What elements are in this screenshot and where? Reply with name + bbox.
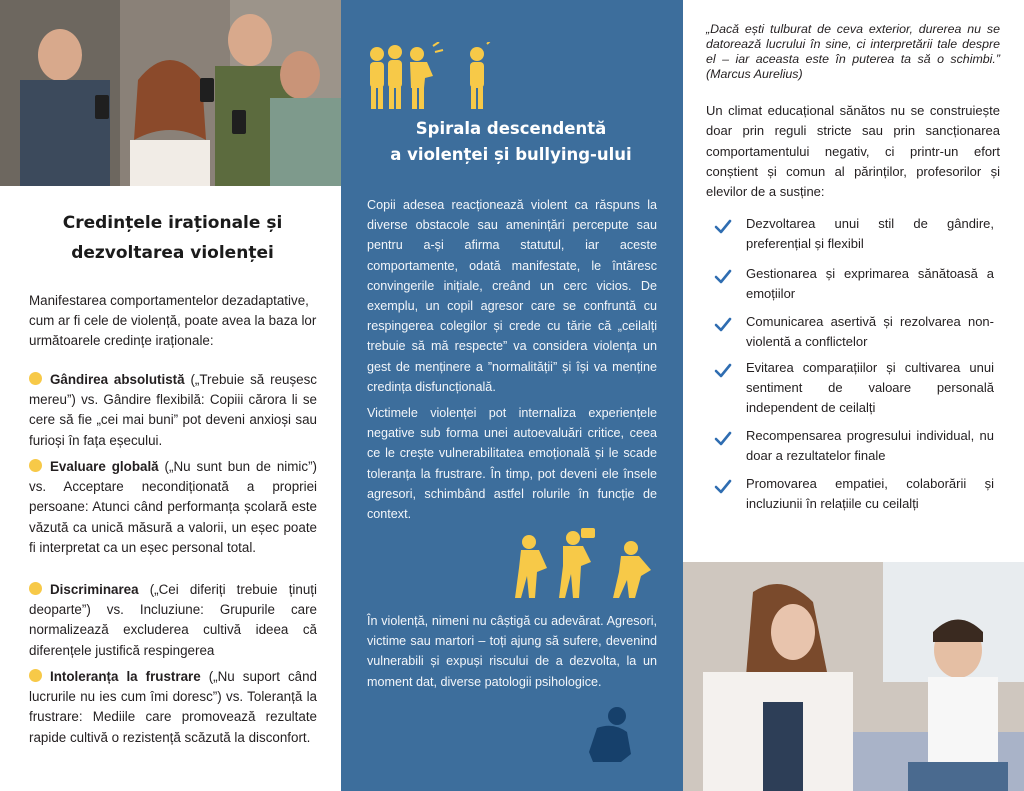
belief-text: („Trebuie să reușesc mereu”) vs. Gândire flexibilă: Copiii cărora li se cere să fie „cei mai buni” pot deveni anxioși sau furioși în fața eșecului. xyxy=(29,372,317,448)
sad-child-figure-icon xyxy=(583,704,643,764)
title-line: dezvoltarea violenței xyxy=(71,243,274,263)
title-line: Spirala descendentă xyxy=(415,119,607,138)
checkmark-icon xyxy=(714,362,732,380)
bullying-group-figures-icon xyxy=(367,42,507,112)
checkmark-icon xyxy=(714,478,732,496)
list-item-text: Comunicarea asertivă și rezolvarea non-violentă a conflictelor xyxy=(746,314,994,350)
bullet-dot-icon xyxy=(29,372,42,385)
conclusion-paragraph: În violență, nimeni nu câștigă cu adevărat. Agresori, victime sau martori – toți ajung să sufere, devenind vulnerabili și expuși riscului de a dezvolta, la un moment dat, diverse patologii psihologice. xyxy=(367,614,657,689)
bullet-dot-icon xyxy=(29,459,42,472)
list-item xyxy=(714,426,994,466)
belief-term: Gândirea absolutistă xyxy=(50,372,185,387)
belief-item xyxy=(29,457,317,558)
section-title-violence-spiral xyxy=(361,116,661,168)
belief-text: („Nu suport când lucrurile nu ies cum îmi doresc”) vs. Toleranță la frustrare: Mediile care promovează rezultate rapide cultivă o rezistență scăzută la disconfort. xyxy=(29,669,317,745)
violence-paragraph: Copii adesea reacționează violent ca răspuns la diverse obstacole sau amenințări percepute sau pentru a-și afirma statutul, iar aceste comportamente, odată manifestate, le întăresc convingerile inițiale, creând un cerc vicios. De exemplu, un copil agresor care se confruntă cu respingerea colegilor și crede cu tărie că „ceilalți trebuie să mă respecte” va considera violența un gest de menținere a ”normalității” și își va menține credința disfuncțională. xyxy=(367,198,657,394)
teens-with-phones-photo xyxy=(0,0,341,186)
list-item xyxy=(714,312,994,352)
list-item xyxy=(714,264,994,304)
bullet-dot-icon xyxy=(29,582,42,595)
list-item-text: Evitarea comparațiilor și cultivarea unui sentiment de valoare personală independent de ceilalți xyxy=(746,360,994,416)
title-line: a violenței și bullying-ului xyxy=(390,145,632,164)
list-item-text: Dezvoltarea unui stil de gândire, preferențial și flexibil xyxy=(746,216,994,252)
belief-item xyxy=(29,667,317,748)
bullet-dot-icon xyxy=(29,669,42,682)
list-item-text: Recompensarea progresului individual, nu doar a rezultatelor finale xyxy=(746,428,994,464)
mother-and-child-photo xyxy=(683,562,1024,791)
educational-climate-paragraph: Un climat educațional sănătos nu se construiește doar prin reguli stricte sau prin sancționarea comportamentului negativ, ci printr-un efort conștient și comun al părinților, profesorilor și elevilor de a susține: xyxy=(706,103,1000,200)
belief-item xyxy=(29,370,317,451)
fighting-figures-icon xyxy=(511,528,661,602)
belief-item xyxy=(29,580,317,661)
list-item xyxy=(714,214,994,254)
belief-text: („Nu sunt bun de nimic”) vs. Acceptare necondiționată a propriei persoane: Atunci când performanța școlară este văzută ca unică măsură a valorii, un eșec poate fi interpretat ca un eșec personal total. xyxy=(29,459,317,555)
belief-term: Discriminarea xyxy=(50,582,139,597)
checkmark-icon xyxy=(714,430,732,448)
checkmark-icon xyxy=(714,316,732,334)
list-item xyxy=(714,474,994,514)
middle-panel xyxy=(341,0,683,791)
section-title-irrational-beliefs xyxy=(30,208,315,268)
intro-paragraph: Manifestarea comportamentelor dezadaptative, cum ar fi cele de violență, poate avea la baza lor următoarele credințe iraționale: xyxy=(29,293,317,348)
checkmark-icon xyxy=(714,218,732,236)
belief-term: Evaluare globală xyxy=(50,459,159,474)
left-panel xyxy=(0,0,341,791)
list-item xyxy=(714,358,994,419)
victims-paragraph: Victimele violenței pot internaliza experiențele negative sub forma unei autoevaluări critice, ceea ce le crește vulnerabilitatea emoțională și le scade toleranța la frustrare. În timp, pot deveni ele însele agresori, schimbând astfel rolurile în funcție de context. xyxy=(367,406,657,522)
marcus-aurelius-quote: „Dacă ești tulburat de ceva exterior, durerea nu se datorează lucrului în sine, ci interpretării tale despre el – iar aceasta este în puterea ta să o schimbi.” (Marcus Aurelius) xyxy=(706,22,1000,81)
belief-term: Intoleranța la frustrare xyxy=(50,669,201,684)
checkmark-icon xyxy=(714,268,732,286)
list-item-text: Gestionarea și exprimarea sănătoasă a emoțiilor xyxy=(746,266,994,302)
title-line: Credințele iraționale și xyxy=(62,213,283,233)
list-item-text: Promovarea empatiei, colaborării și incluziunii în relațiile cu ceilalți xyxy=(746,476,994,512)
belief-text: („Cei diferiți trebuie ținuți deoparte”) vs. Incluziune: Grupurile care normalizează excluderea cultivă ideea că diferențele justifică respingerea xyxy=(29,582,317,658)
